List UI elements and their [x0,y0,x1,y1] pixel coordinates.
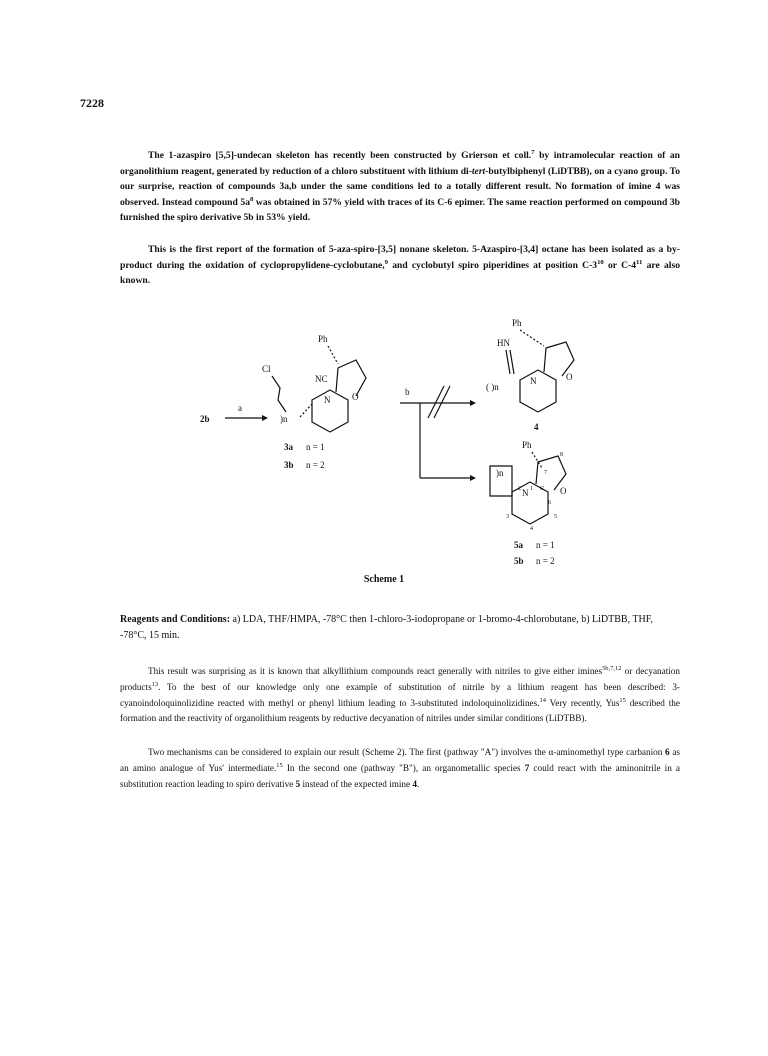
arrow-b-label: b [405,387,410,397]
text: in 53% yield. [253,212,311,224]
num-1: 1 [530,486,533,492]
num-7: 7 [544,470,547,476]
ref: 15 [619,696,626,704]
text: Very recently, Yus [545,697,620,708]
num-6p: 6' [540,486,545,492]
reagents-text: a) LDA, THF/HMPA, -78°C then 1-chloro-3-iodopropane or 1-bromo-4-chlorobutane, b) LiDTBB, THF, -78°C, 15 min. [120,614,653,641]
text: under the same conditions led to a totally different result. No formation of imine [296,181,656,193]
n-subscript-4: ( )n [486,382,499,392]
text: instead of the expected imine [300,778,413,789]
ph-label-5: Ph [522,440,532,450]
num-2: 2 [518,486,521,492]
text: are also known. [120,259,680,287]
nc-label: NC [315,374,328,384]
num-4: 4 [530,526,533,532]
num-8: 8 [560,452,563,458]
text: This result was surprising as it is known that alkyllithium compounds react generally with nitriles to give either imines [148,666,603,676]
paragraph-4 [120,745,680,792]
reagents-title: Reagents and Conditions: [120,614,231,625]
text: was observed. Instead compound [120,181,681,208]
text: or decyanation products [120,666,680,692]
text: -butylbiphenyl (LiDTBB), on a cyano group. To our surprise, reaction of compounds [120,165,680,193]
text: was obtained in 57% yield with traces of its C-6 epimer. The same reaction performed on compound [253,196,670,208]
text: tert [471,165,486,177]
compound-ref: 7 [524,762,530,773]
cl-label: Cl [262,364,271,374]
ph-label-3: Ph [318,334,328,344]
text: as an amino analogue of Yus' intermediate. [120,747,680,773]
scheme-caption: Scheme 1 [363,574,405,585]
text: . [417,778,420,789]
ref: 15 [276,761,283,769]
ref: 11 [636,258,643,266]
label-3b: 3b [284,460,294,470]
text: The 1-azaspiro [5,5]-undecan skeleton has recently been constructed by Grierson et coll. [148,150,532,161]
eq-3a: n = 1 [306,442,325,452]
text: or C-4 [603,259,637,271]
compound-ref: 4 [655,181,661,193]
compound-ref: 6 [665,747,670,757]
ref: 9 [384,258,388,266]
o-label-3: O [352,392,359,402]
page-number: 7228 [80,96,104,110]
ph-label-4: Ph [512,318,522,328]
text: and cyclobutyl spiro piperidines at position C-3 [388,259,598,271]
compound-ref: 4 [412,778,417,789]
hn-label: HN [497,338,510,348]
ref: 8 [250,195,254,203]
n-subscript-5: )n [496,468,504,478]
compound-ref: 5b [243,212,254,224]
label-3a: 3a [284,442,293,452]
n-label-5: N [522,488,529,498]
label-4: 4 [534,422,539,432]
eq-5b: n = 2 [536,556,555,566]
compound-2b: 2b [200,414,210,424]
num-3: 3 [506,514,509,520]
num-6: 6 [548,500,551,506]
compound-ref: 5a [240,196,251,208]
compound-ref: 3a,b [279,181,297,193]
text: described the formation and the reactivity of organolithium reagents by reductive decyanation of nitriles under similar conditions (LiDTBB). [120,697,680,724]
reagents-conditions [120,612,680,644]
n-subscript: )n [280,414,288,424]
text: This is the first report of the formation of 5-aza-spiro-[3,5] nonane skeleton. 5-Azaspiro-[3,4] octane has been isolated as a by-product during the oxidation of cyclopropylidene-cyclobutane, [120,244,680,271]
ref: 10 [597,258,604,266]
paragraph-2 [120,242,680,289]
o-label-5: O [560,486,567,496]
text: . To the best of our knowledge only one example of substitution of nitrile by a lithium reagent has been described: 3-cyanoindoloquinolizidine reacted with methyl or phenyl lithium leading to 3-substituted indoloquinolizidines. [120,681,680,708]
n-label-4: N [530,376,537,386]
compound-ref: 5 [295,778,301,789]
paragraph-3 [120,664,680,727]
text: by intramolecular reaction of an organolithium reagent, generated by reduction of a chloro substituent with lithium di- [120,150,680,177]
compound-ref: 3b [669,196,680,208]
n-label-3: N [324,395,331,405]
paragraph-1 [120,148,680,226]
label-5a: 5a [514,540,523,550]
scheme-1 [0,300,768,600]
label-5b: 5b [514,556,524,566]
ref: 5b,7,12 [602,664,622,672]
text: In the second one (pathway "B"), an organometallic species [282,762,525,773]
eq-5a: n = 1 [536,540,555,550]
text: furnished the spiro derivative [120,212,244,224]
text: could react with the aminonitrile in a substitution reaction leading to spiro derivative [120,762,680,789]
text: Two mechanisms can be considered to explain our result (Scheme 2). The first (pathway "A") involves the α-aminomethyl type carbanion [148,747,666,757]
arrow-a-label: a [238,403,242,413]
ref: 14 [539,696,546,704]
eq-3b: n = 2 [306,460,325,470]
num-5: 5 [554,514,557,520]
o-label-4: O [566,372,573,382]
ref: 7 [531,148,535,156]
ref: 13 [151,680,159,688]
